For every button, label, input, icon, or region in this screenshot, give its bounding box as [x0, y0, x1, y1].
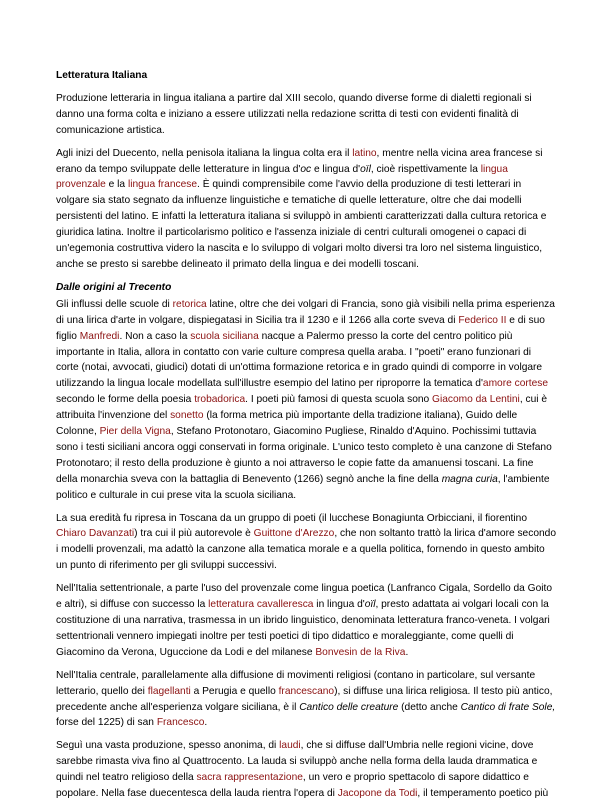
italic-text: magna curia	[441, 473, 498, 485]
wiki-link[interactable]: sacra rappresentazione	[196, 772, 303, 784]
paragraph-intro	[56, 91, 556, 139]
wiki-link[interactable]: Chiaro Davanzati	[56, 528, 135, 540]
paragraph-text	[56, 668, 556, 732]
wiki-link[interactable]: flagellanti	[147, 685, 191, 697]
text-run: Nell'Italia centrale, parallelamente alla diffusione di movimenti religiosi (contano in particolare, sul versante letterario, quello dei	[56, 669, 536, 697]
text-run: nacque a Palermo presso la corte del centro politico più importante in Italia, allora in contatto con varie culture compresa quella araba. I "poeti" erano funzionari di corte (notai, avvocati, giudici) dotati di un'ottima formazione retorica e in grado quindi di comporre in volgare utilizzando la lingua locale modellata sull'illustre esempio del latino per riproporre la tematica d'	[56, 330, 543, 390]
text-run: . È quindi comprensibile come l'avvio della produzione di testi letterari in volgare sia stato segnato da influenze linguistiche e tematiche di quelle letterature, oltre che dai modelli persistenti del latino. E infatti la letteratura italiana si sviluppò in ambienti caratterizzati dalla cultura retorica e giuridica latina. Inoltre il particolarismo politico e l'assenza iniziale di centri culturali omogenei o capaci di un'egemonia costruttiva videro la nascita e lo sviluppo di volgari molto diversi tra loro nel sistema linguistico, anche se presto si sarebbe delineato il primato della lingua e dei modelli toscani.	[56, 179, 547, 270]
wiki-link[interactable]: Giacomo da Lentini	[432, 394, 520, 406]
wiki-link[interactable]: letteratura cavalleresca	[208, 599, 314, 611]
paragraph-text	[56, 91, 556, 139]
paragraph-text	[56, 511, 556, 575]
wiki-link[interactable]: retorica	[172, 298, 207, 310]
wiki-link[interactable]: lingua provenzale	[56, 163, 508, 191]
italic-text: Cantico delle creature	[299, 701, 399, 713]
text-run: Agli inizi del Duecento, nella penisola italiana la lingua colta era il	[56, 147, 353, 159]
text-run: , il temperamento poetico più	[417, 788, 549, 800]
paragraph-laudi	[56, 738, 556, 802]
wiki-link[interactable]: scuola siciliana	[190, 330, 259, 342]
text-run: in lingua d'	[313, 599, 365, 611]
paragraph-text	[56, 297, 556, 504]
text-run: e lingua d'	[311, 163, 361, 175]
text-run: , Stefano Protonotaro, Giacomino Pugliese, Rinaldo d'Aquino. Pochissimi tuttavia sono i testi siciliani ancora oggi conservati in forma originale. L'unico testo completo è una canzone di Stefano Protonotaro; il resto della produzione è giunto a noi attraverso le copie fatte da amanuensi toscani. La fine della monarchia sveva con la battaglia di Benevento (1266) segnò anche la fine della	[56, 426, 552, 485]
paragraph-text	[56, 146, 556, 273]
wiki-link[interactable]: latino	[352, 147, 377, 159]
wiki-link[interactable]: Francesco	[156, 717, 205, 729]
paragraph-text	[56, 738, 556, 802]
text-run: e di suo figlio	[56, 314, 545, 342]
paragraph-duecento	[56, 146, 556, 273]
section-title: Dalle origini al Trecento	[56, 281, 172, 293]
italic-text: Cantico di frate Sole,	[460, 701, 556, 713]
text-run: secondo le forme della poesia	[56, 394, 195, 406]
text-run: ) tra cui il più autorevole è	[134, 528, 254, 540]
document-page	[56, 68, 556, 809]
text-run: , che si diffuse dall'Umbria nelle regioni vicine, dove sarebbe rimasta viva fino al Quattrocento. La lauda si sviluppò anche nella forma della lauda drammatica e quindi nel teatro religioso della	[56, 740, 538, 784]
text-run: .	[204, 717, 208, 729]
text-run: ), si diffuse una lirica religiosa. Il testo più antico, precedente anche all'esperienza volgare siciliana, è il	[56, 685, 553, 713]
wiki-link[interactable]: Pier della Vigna	[99, 426, 171, 438]
text-run: Produzione letteraria in lingua italiana a partire dal XIII secolo, quando diverse forme di dialetti regionali si danno una forma colta e iniziano a essere utilizzati nella redazione scritta di testi con evidenti finalità di comunicazione artistica.	[56, 92, 532, 136]
text-run: e la	[105, 179, 128, 191]
text-run: , l'ambiente politico e culturale in cui prese vita la scuola siciliana.	[56, 473, 550, 501]
text-run: , cioè rispettivamente la	[370, 163, 481, 175]
text-run: , mentre nella vicina area francese si erano da tempo sviluppate delle letterature in lingua d'	[56, 147, 543, 175]
wiki-link[interactable]: sonetto	[170, 410, 204, 422]
paragraph-italia-settentrionale	[56, 581, 556, 661]
paragraph-scuola-siciliana	[56, 297, 556, 504]
paragraph-text	[56, 581, 556, 661]
text-run: Seguì una vasta produzione, spesso anonima, di	[56, 740, 280, 752]
text-run: . Non a caso la	[119, 330, 191, 342]
wiki-link[interactable]: francescano	[278, 685, 335, 697]
text-run: , cui è attribuita l'invenzione del	[56, 394, 548, 422]
wiki-link[interactable]: lingua francese	[127, 179, 198, 191]
paragraph-italia-centrale	[56, 668, 556, 732]
text-run: Gli influssi delle scuole di	[56, 298, 173, 310]
text-run: , che non soltanto trattò la lirica d'amore secondo i modelli provenzali, ma adattò la canzone alla tematica morale e a quella politica, fornendo in questo ambito un punto di riferimento per gli sviluppi successivi.	[56, 528, 556, 572]
wiki-link[interactable]: Guittone d'Arezzo	[253, 528, 335, 540]
text-run: (la forma metrica più importante della tradizione italiana), Guido delle Colonne,	[56, 410, 518, 438]
wiki-link[interactable]: laudi	[279, 740, 301, 752]
italic-text: oïl	[360, 163, 371, 175]
wiki-link[interactable]: Jacopone da Todi	[337, 788, 418, 800]
paragraph-toscana	[56, 511, 556, 575]
wiki-link[interactable]: Federico II	[458, 314, 507, 326]
text-run: La sua eredità fu ripresa in Toscana da un gruppo di poeti (il lucchese Bonagiunta Orbicciani, il fiorentino	[56, 512, 527, 524]
text-run: latine, oltre che dei volgari di Francia, sono già visibili nella prima esperienza di una lirica d'arte in volgare, dispiegatasi in Sicilia tra il 1230 e il 1266 alla corte sveva di	[56, 298, 555, 326]
text-run: . I poeti più famosi di questa scuola sono	[245, 394, 433, 406]
italic-text: oc	[300, 163, 312, 175]
italic-text: oïl	[364, 599, 376, 611]
wiki-link[interactable]: Bonvesin de la Riva	[315, 646, 406, 658]
text-run: Nell'Italia settentrionale, a parte l'uso del provenzale come lingua poetica (Lanfranco Cigala, Sordello da Goito e altri), si diffuse con successo la	[56, 583, 553, 611]
text-run: , un vero e proprio spettacolo di sapore didattico e popolare. Nella fase duecentesca della lauda rientra l'opera di	[56, 772, 529, 800]
text-run: , presto adattata ai volgari locali con la costituzione di una narrativa, trasmessa in un ibrido linguistico, denominata letteratura franco-veneta. I volgari settentrionali vennero impiegati inoltre per testi poetici di tipo didattico e moraleggiante, come quelli di Giacomino da Verona, Uguccione da Lodi e del milanese	[56, 599, 550, 658]
text-run: .	[405, 646, 409, 658]
wiki-link[interactable]: trobadorica	[194, 394, 246, 406]
page-title: Letteratura Italiana	[56, 70, 148, 81]
text-run: forse del 1225) di san	[56, 717, 157, 729]
text-run: (detto anche	[398, 701, 461, 713]
wiki-link[interactable]: Manfredi	[79, 330, 120, 342]
wiki-link[interactable]: amore cortese	[482, 378, 549, 390]
text-run: a Perugia e quello	[190, 685, 279, 697]
